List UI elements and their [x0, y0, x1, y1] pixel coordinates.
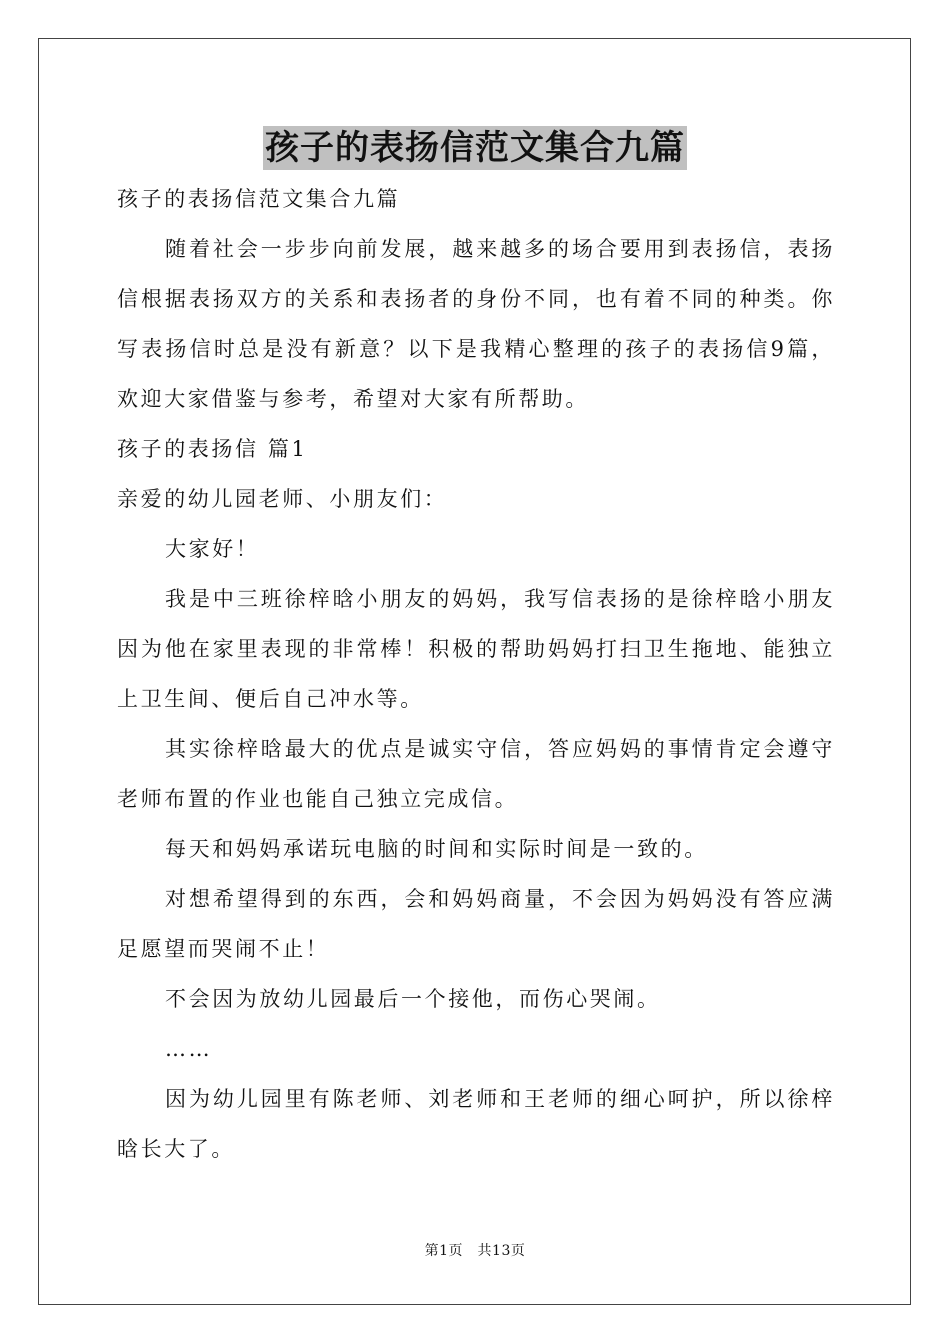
document-body: [117, 174, 835, 1174]
paragraph: 大家好！: [165, 537, 260, 561]
page-footer: 第1页 共13页: [424, 1243, 526, 1259]
paragraph: ……: [165, 1037, 213, 1061]
paragraph: 亲爱的幼儿园老师、小朋友们：: [117, 487, 448, 511]
paragraph: 不会因为放幼儿园最后一个接他，而伤心哭闹。: [165, 987, 661, 1011]
paragraph: 其实徐梓晗最大的优点是诚实守信，答应妈妈的事情肯定会遵守老师布置的作业也能自己独立完成信。: [117, 737, 835, 811]
title-container: [0, 126, 950, 170]
paragraph: 每天和妈妈承诺玩电脑的时间和实际时间是一致的。: [165, 837, 708, 861]
document-title: 孩子的表扬信范文集合九篇: [265, 128, 685, 168]
paragraph: 孩子的表扬信范文集合九篇: [117, 187, 401, 211]
paragraph: 因为幼儿园里有陈老师、刘老师和王老师的细心呵护，所以徐梓晗长大了。: [117, 1087, 835, 1161]
paragraph: 随着社会一步步向前发展，越来越多的场合要用到表扬信，表扬信根据表扬双方的关系和表扬者的身份不同，也有着不同的种类。你写表扬信时总是没有新意？以下是我精心整理的孩子的表扬信9篇，欢迎大家借鉴与参考，希望对大家有所帮助。: [117, 237, 835, 411]
paragraph: 对想希望得到的东西，会和妈妈商量，不会因为妈妈没有答应满足愿望而哭闹不止！: [117, 887, 835, 961]
paragraph: 孩子的表扬信 篇1: [117, 437, 308, 461]
paragraph: 我是中三班徐梓晗小朋友的妈妈，我写信表扬的是徐梓晗小朋友因为他在家里表现的非常棒！积极的帮助妈妈打扫卫生拖地、能独立上卫生间、便后自己冲水等。: [117, 587, 835, 711]
